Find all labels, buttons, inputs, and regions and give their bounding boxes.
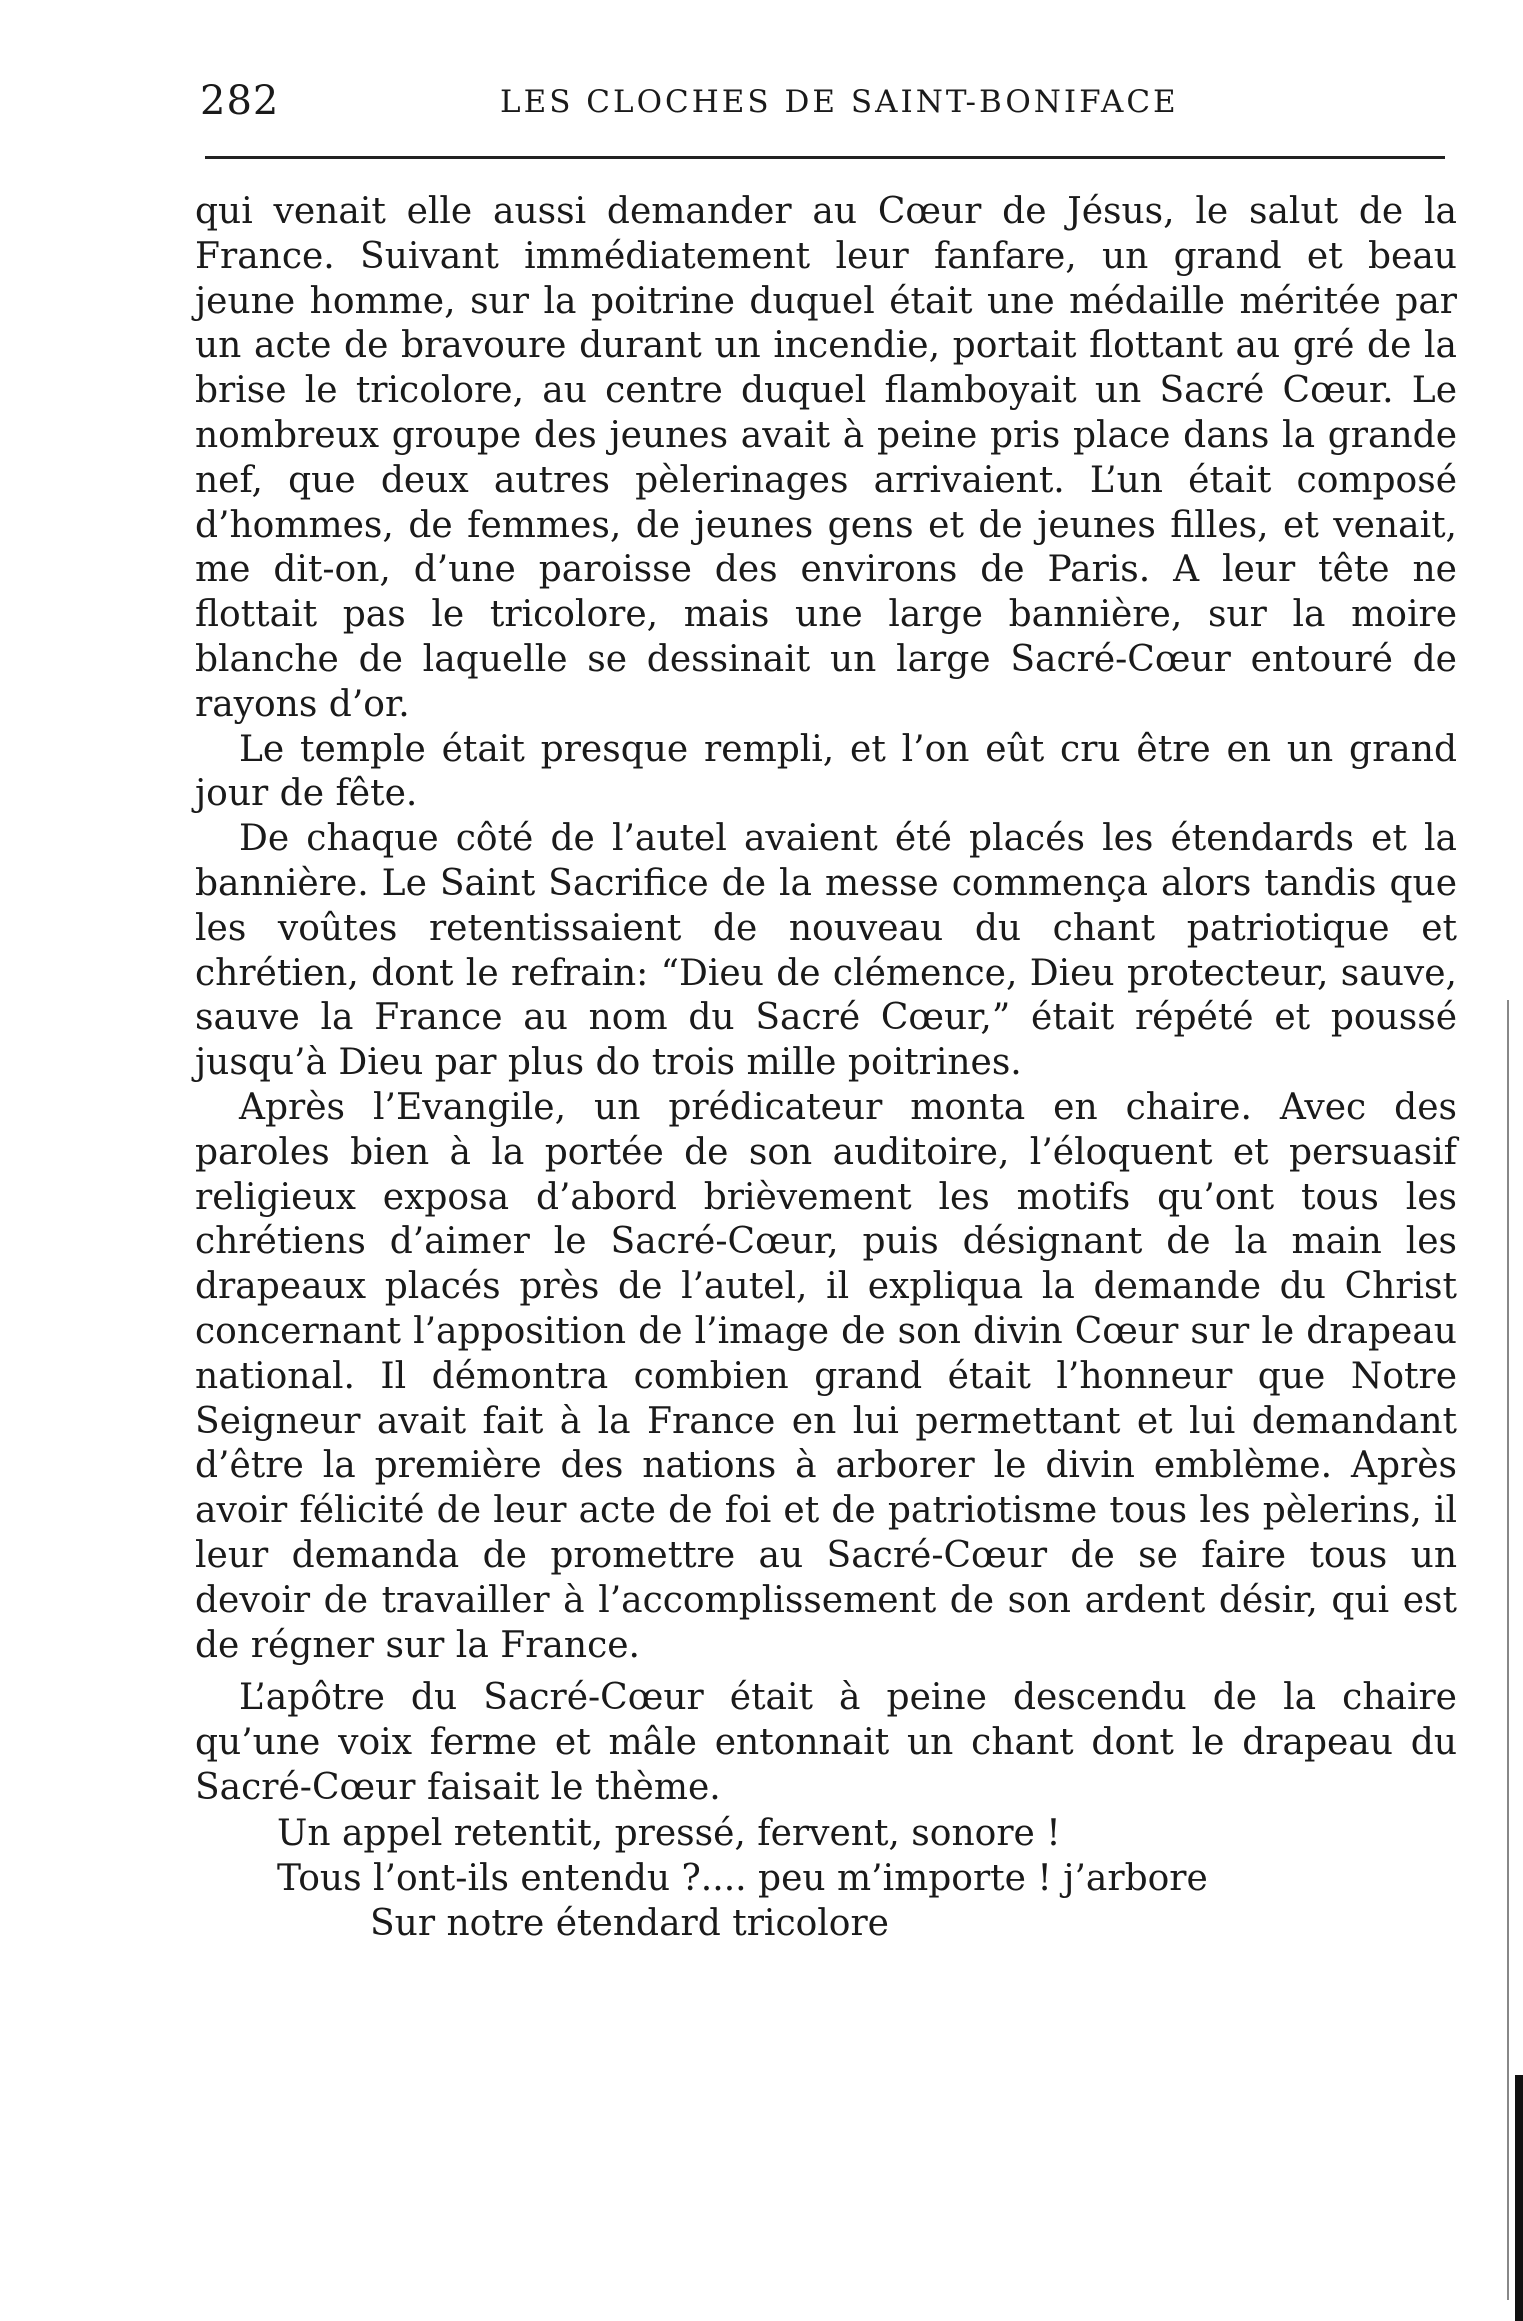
scan-edge-line: [1507, 1000, 1509, 2300]
verse-line-2: Tous l’ont-ils entendu ?.... peu m’importe ! j’arbore: [277, 1857, 1208, 1899]
running-title: LES CLOCHES DE SAINT-BONIFACE: [500, 84, 1179, 120]
paragraph-5: L’apôtre du Sacré-Cœur était à peine descendu de la chaire qu’une voix ferme et mâle entonnait un chant dont le drapeau du Sacré-Cœur faisait le thème.: [195, 1677, 1457, 1808]
paragraph-4: Après l’Evangile, un prédicateur monta en chaire. Avec des paroles bien à la portée de son auditoire, l’éloquent et persuasif religieux exposa d’abord brièvement les motifs qu’ont tous les chrétiens d’aimer le Sacré-Cœur, puis désignant de la main les drapeaux placés près de l’autel, il expliqua la demande du Christ concernant l’apposition de l’image de son divin Cœur sur le drapeau national. Il démontra combien grand était l’honneur que Notre Seigneur avait fait à la France en lui permettant et lui demandant d’être la première des nations à arborer le divin emblème. Après avoir félicité de leur acte de foi et de patriotisme tous les pèlerins, il leur demanda de promettre au Sacré-Cœur de se faire tous un devoir de travailler à l’accomplissement de son ardent désir, qui est de régner sur la France.: [195, 1086, 1457, 1666]
scan-edge-shadow: [1515, 2075, 1523, 2321]
page-header: [200, 78, 1440, 138]
body-text: [195, 190, 1457, 1946]
verse-line-1: Un appel retentit, pressé, fervent, sonore !: [277, 1812, 1061, 1854]
paragraph-1: qui venait elle aussi demander au Cœur de Jésus, le salut de la France. Suivant immédiatement leur fanfare, un grand et beau jeune homme, sur la poitrine duquel était une médaille méritée par un acte de bravoure durant un incendie, portait flottant au gré de la brise le tricolore, au centre duquel flamboyait un Sacré Cœur. Le nombreux groupe des jeunes avait à peine pris place dans la grande nef, que deux autres pèlerinages arrivaient. L’un était composé d’hommes, de femmes, de jeunes gens et de jeunes filles, et venait, me dit-on, d’une paroisse des environs de Paris. A leur tête ne flottait pas le tricolore, mais une large bannière, sur la moire blanche de laquelle se dessinait un large Sacré-Cœur entouré de rayons d’or.: [195, 191, 1457, 725]
paragraph-3: De chaque côté de l’autel avaient été placés les étendards et la bannière. Le Saint Sacrifice de la messe commença alors tandis que les voûtes retentissaient de nouveau du chant patriotique et chrétien, dont le refrain: “Dieu de clémence, Dieu protecteur, sauve, sauve la France au nom du Sacré Cœur,” était répété et poussé jusqu’à Dieu par plus do trois mille poitrines.: [195, 818, 1457, 1084]
header-rule: [205, 156, 1445, 159]
page-number: 282: [200, 78, 280, 124]
paragraph-2: Le temple était presque rempli, et l’on eût cru être en un grand jour de fête.: [195, 728, 1457, 815]
verse-line-3: Sur notre étendard tricolore: [370, 1902, 889, 1944]
